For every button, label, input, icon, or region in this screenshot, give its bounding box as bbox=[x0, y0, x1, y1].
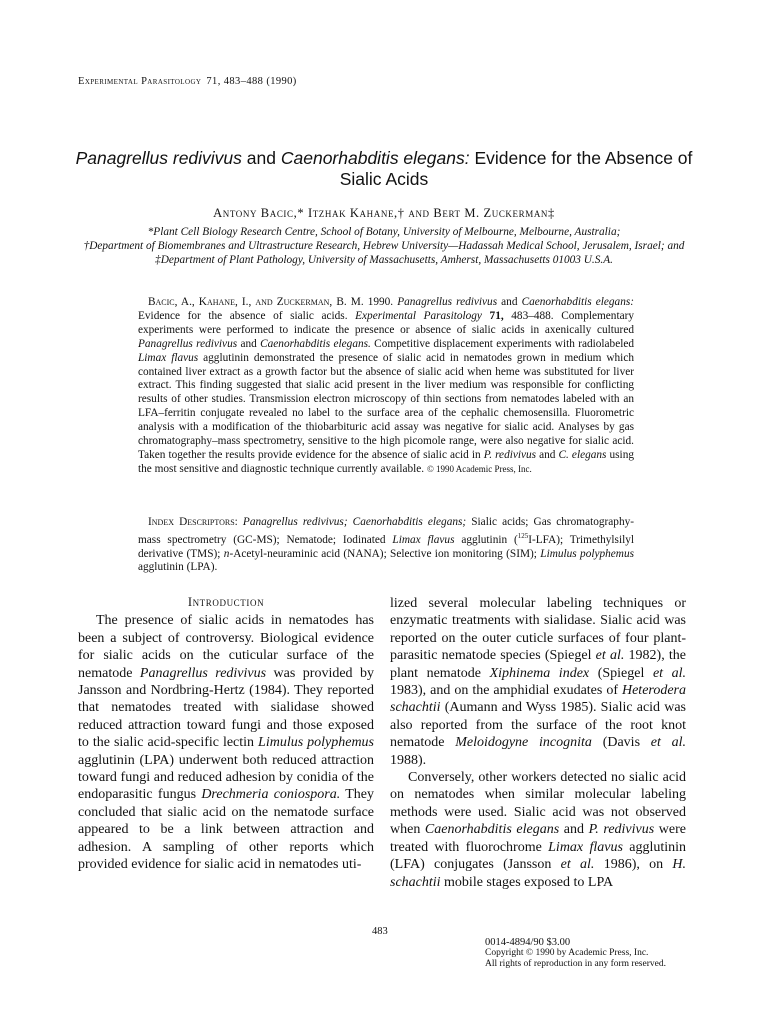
body-text: and bbox=[563, 822, 584, 838]
title-species-2: Caenorhabditis elegans: bbox=[280, 148, 470, 168]
index-text: agglutinin ( bbox=[461, 533, 518, 546]
abstract-text: and bbox=[539, 448, 556, 461]
abstract-italic: P. redivivus bbox=[483, 448, 537, 461]
body-text: (Davis bbox=[602, 735, 641, 751]
index-italic: Limax flavus bbox=[392, 533, 455, 546]
body-italic: Caenorhabditis elegans bbox=[424, 822, 560, 838]
abstract-italic: Panagrellus redivivus bbox=[397, 296, 498, 308]
body-paragraph bbox=[390, 769, 686, 891]
body-text: agglutinin (LFA) conjugates (Jansson bbox=[390, 839, 687, 873]
index-italic: Limulus polyphemus bbox=[540, 547, 635, 560]
journal-header bbox=[78, 76, 297, 87]
body-paragraph bbox=[390, 595, 686, 769]
index-descriptors bbox=[138, 516, 634, 575]
body-text: mobile stages exposed to LPA bbox=[444, 874, 614, 890]
body-italic: H. schachtii bbox=[390, 857, 687, 890]
body-italic: et al. bbox=[595, 648, 625, 664]
abstract-text: using the most sensitive and diagnostic technique currently available. bbox=[138, 448, 634, 475]
affiliation-1: *Plant Cell Biology Research Centre, School of Botany, University of Melbourne, Melbourne, Australia; bbox=[147, 226, 621, 238]
abstract-journal: Experimental Parasitology bbox=[355, 309, 482, 322]
index-text: agglutinin (LPA). bbox=[138, 561, 218, 574]
journal-citation: 71, 483–488 (1990) bbox=[206, 76, 297, 87]
body-text: 1982), the plant nematode bbox=[390, 648, 686, 681]
title-species-1: Panagrellus redivivus bbox=[75, 148, 242, 168]
body-text: was provided by Jansson and Nordbring-Hertz (1984). They reported that nematodes treated with sialidase showed reduced attraction toward fungi and those exposed to the sialic acid-specific lectin bbox=[78, 665, 375, 751]
abstract-text: and bbox=[240, 337, 257, 350]
section-heading-introduction: Introduction bbox=[187, 595, 265, 609]
abstract-italic: Caenorhabditis elegans: bbox=[521, 296, 635, 308]
index-italic: Panagrellus redivivus; Caenorhabditis elegans; bbox=[242, 516, 467, 528]
price-code: 0014-4894/90 $3.00 bbox=[485, 937, 571, 948]
body-text: agglutinin (LPA) underwent both reduced attraction toward fungi and reduced adhesion by conidia of the endoparasitic fungus bbox=[78, 752, 374, 803]
author-2: Itzhak Kahane,† bbox=[307, 206, 405, 220]
title-rest: Evidence for the Absence of Sialic Acids bbox=[339, 148, 693, 189]
body-italic: Drechmeria coniospora. bbox=[201, 787, 341, 803]
body-text: They concluded that sialic acid on the nematode surface appeared to be a link between attraction and adhesion. A sampling of other reports which provided evidence for sialic acid in nematodes uti- bbox=[78, 787, 375, 873]
body-italic: Heterodera schachtii bbox=[390, 683, 687, 716]
rights-line: All rights of reproduction in any form reserved. bbox=[485, 959, 666, 970]
copyright-block bbox=[485, 937, 666, 971]
abstract-text: and bbox=[497, 296, 522, 308]
body-italic: Xiphinema index bbox=[489, 665, 590, 681]
body-italic: Limulus polyphemus bbox=[258, 735, 375, 751]
body-text: lized several molecular labeling techniques or enzymatic treatments with sialidase. Sialic acid was reported on the outer cuticle surfaces of four plant-parasitic nematode species (Spiegel bbox=[390, 596, 686, 664]
index-text: -Acetyl-neuraminic acid (NANA); Selective ion monitoring (SIM); bbox=[229, 547, 537, 560]
affiliation-2: †Department of Biomembranes and Ultrastructure Research, Hebrew University—Hadassah Medical School, Jerusalem, Israel; and ‡Department of Plant Pathology, University of Massachusetts, Amherst, Massachusetts 01003 U.S.A. bbox=[83, 240, 685, 266]
body-italic: et al. bbox=[652, 665, 687, 681]
author-1: Antony Bacic,* bbox=[213, 206, 305, 220]
body-text: were treated with fluorochrome bbox=[390, 822, 686, 855]
body-italic: Panagrellus redivivus bbox=[139, 665, 267, 681]
index-superscript: 125 bbox=[517, 531, 529, 540]
index-label: Index Descriptors: bbox=[148, 516, 238, 528]
body-text: 1988). bbox=[390, 752, 427, 768]
author-list bbox=[60, 206, 708, 221]
abstract-italic: Panagrellus redivivus bbox=[138, 337, 238, 350]
body-italic: Limax flavus bbox=[548, 839, 623, 855]
abstract-volume: 71, bbox=[489, 309, 504, 322]
body-text: 1983), and on the amphidial exudates of bbox=[390, 683, 618, 699]
abstract-pages: 483–488. bbox=[511, 309, 554, 322]
abstract-copyright: © 1990 Academic Press, Inc. bbox=[426, 463, 532, 474]
journal-name: Experimental Parasitology bbox=[78, 76, 202, 87]
body-italic: Meloidogyne incognita bbox=[455, 735, 592, 751]
abstract-text: agglutinin demonstrated the presence of sialic acid in nematodes grown in medium which contained liver extract as a growth factor but the absence of sialic acid when heme was substituted for liver extract. This finding suggested that sialic acid present in the liver medium was responsible for conflicting results of other studies. Transmission electron microscopy of thin sections from nematodes labeled with an LFA–ferritin conjugate revealed no label to the surface area of the cephalic chemosensilla. Fluorometric analysis with a modification of the thiobarbituric acid assay was negative for sialic acid. Analyses by gas chromatography–mass spectrometry, sensitive to the high picomole range, were also negative for sialic acid. Taken together the results provide evidence for the absence of sialic acid in bbox=[138, 351, 634, 461]
index-text: Sialic acids; Gas chromatography-mass spectrometry (GC-MS); Nematode; Iodinated bbox=[138, 516, 635, 546]
abstract-citation-authors: Bacic, A., Kahane, I., and Zuckerman, B. M. 1990. bbox=[148, 296, 394, 308]
abstract-paragraph bbox=[138, 296, 634, 477]
body-italic: P. redivivus bbox=[588, 822, 655, 838]
affiliations bbox=[70, 225, 698, 267]
article-title bbox=[60, 148, 708, 190]
body-italic: et al. bbox=[650, 735, 687, 751]
abstract bbox=[138, 296, 634, 477]
body-italic: et al. bbox=[560, 857, 595, 873]
body-column-right bbox=[390, 595, 686, 891]
abstract-italic: Limax flavus bbox=[138, 351, 199, 364]
body-text: Conversely, other workers detected no sialic acid on nematodes when similar molecular labeling methods were used. Sialic acid was not observed when bbox=[390, 770, 686, 838]
author-3: Bert M. Zuckerman‡ bbox=[433, 206, 555, 220]
index-text: I-LFA); Trimethylsilyl derivative (TMS); bbox=[138, 533, 635, 560]
abstract-italic: C. elegans bbox=[558, 448, 607, 461]
author-and: and bbox=[408, 206, 430, 220]
body-paragraph bbox=[78, 612, 374, 873]
body-text: The presence of sialic acids in nematodes has been a subject of controversy. Biological evidence for sialic acids on the cuticular surface of the nematode bbox=[78, 613, 374, 681]
index-italic: n bbox=[223, 547, 230, 560]
abstract-text: Evidence for the absence of sialic acids. bbox=[138, 309, 348, 322]
page-number: 483 bbox=[372, 926, 388, 937]
body-text: (Spiegel bbox=[597, 665, 645, 681]
abstract-text: Competitive displacement experiments with radiolabeled bbox=[374, 337, 635, 350]
abstract-text: Complementary experiments were performed to indicate the presence or absence of sialic acids in axenically cultured bbox=[138, 309, 635, 336]
body-text: 1986), on bbox=[603, 857, 664, 873]
copyright-line: Copyright © 1990 by Academic Press, Inc. bbox=[485, 948, 649, 959]
body-column-left bbox=[78, 594, 374, 874]
body-text: (Aumann and Wyss 1985). Sialic acid was also reported from the surface of the root knot nematode bbox=[390, 700, 686, 751]
title-and: and bbox=[241, 148, 281, 168]
abstract-italic: Caenorhabditis elegans. bbox=[260, 337, 371, 350]
